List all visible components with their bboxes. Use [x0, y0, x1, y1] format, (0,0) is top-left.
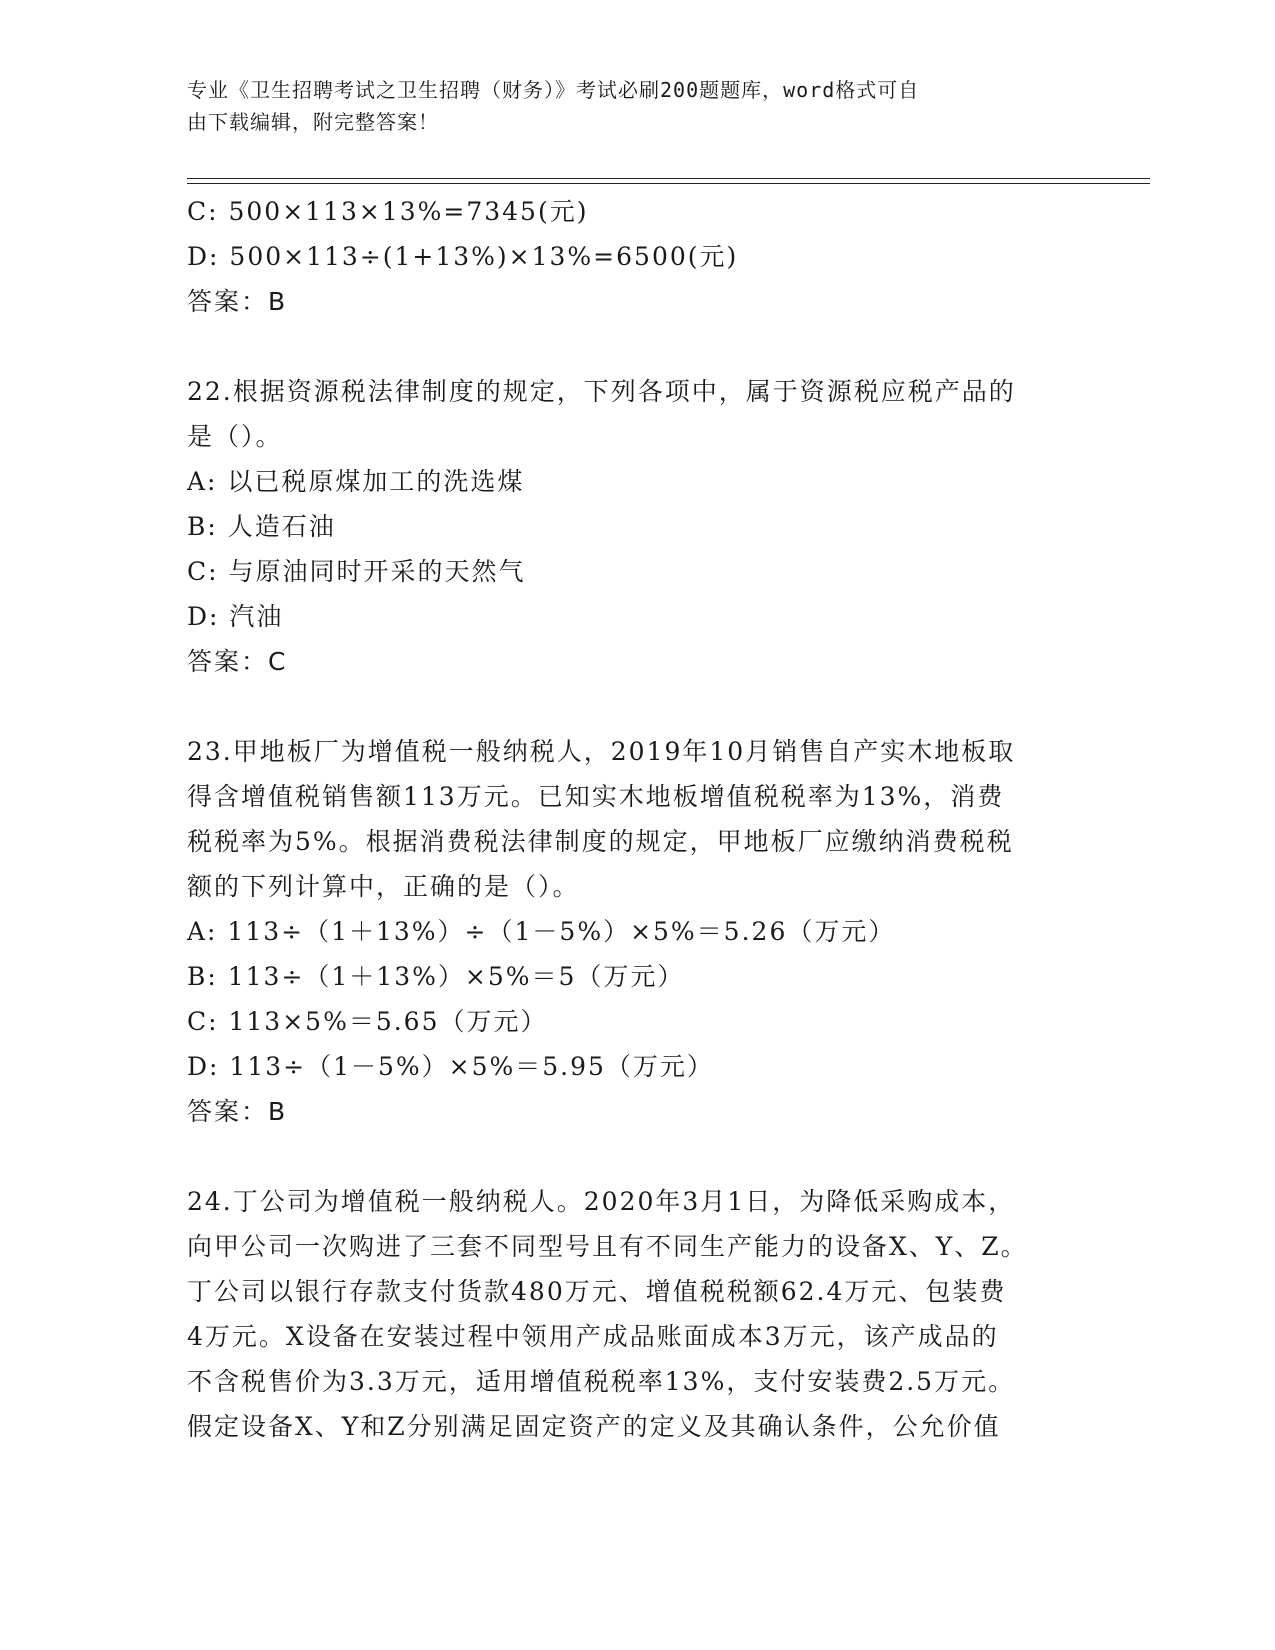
option-a: A: 113÷（1＋13%）÷（1－5%）×5%＝5.26（万元）: [187, 917, 896, 946]
spacer: [187, 684, 1087, 729]
question-stem: 22.根据资源税法律制度的规定，下列各项中，属于资源税应税产品的: [187, 377, 1016, 406]
question-stem: 是（）。: [187, 422, 283, 451]
question-stem: 丁公司以银行存款支付货款480万元、增值税税额62.4万元、包装费: [187, 1277, 1007, 1306]
document-header: [187, 74, 1067, 138]
question-24: [187, 1179, 1087, 1449]
question-stem: 得含增值税销售额113万元。已知实木地板增值税税率为13%，消费: [187, 782, 1005, 811]
question-21: [187, 189, 1087, 324]
answer-label: 答案：B: [187, 1097, 288, 1126]
option-d: D: 113÷（1－5%）×5%＝5.95（万元）: [187, 1052, 714, 1081]
header-line: 专业《卫生招聘考试之卫生招聘（财务）》考试必刷200题题库，word格式可自: [187, 78, 920, 102]
question-23: [187, 729, 1087, 1134]
option-b: B: 人造石油: [187, 512, 336, 541]
header-line: 由下载编辑，附完整答案！: [187, 110, 439, 134]
answer-label: 答案：B: [187, 287, 288, 316]
header-divider: [187, 183, 1150, 184]
answer-label: 答案：C: [187, 647, 288, 676]
question-stem: 税税率为5%。根据消费税法律制度的规定，甲地板厂应缴纳消费税税: [187, 827, 1014, 856]
spacer: [187, 1134, 1087, 1179]
option-b: B: 113÷（1＋13%）×5%＝5（万元）: [187, 962, 685, 991]
question-list: [187, 189, 1087, 1449]
question-stem: 不含税售价为3.3万元，适用增值税税率13%，支付安装费2.5万元。: [187, 1367, 1016, 1396]
question-22: [187, 369, 1087, 684]
option-a: A: 以已税原煤加工的洗选煤: [187, 467, 525, 496]
option-c: C: 500×113×13%=7345(元): [187, 197, 589, 226]
question-stem: 向甲公司一次购进了三套不同型号且有不同生产能力的设备X、Y、Z。: [187, 1232, 1028, 1261]
option-c: C: 与原油同时开采的天然气: [187, 557, 526, 586]
question-stem: 4万元。X设备在安装过程中领用产成品账面成本3万元，该产成品的: [187, 1322, 999, 1351]
question-stem: 23.甲地板厂为增值税一般纳税人，2019年10月销售自产实木地板取: [187, 737, 1016, 766]
header-divider: [187, 178, 1150, 179]
question-stem: 额的下列计算中，正确的是（）。: [187, 872, 580, 901]
option-d: D: 500×113÷(1+13%)×13%=6500(元): [187, 242, 739, 271]
option-c: C: 113×5%＝5.65（万元）: [187, 1007, 548, 1036]
spacer: [187, 324, 1087, 369]
question-stem: 24.丁公司为增值税一般纳税人。2020年3月1日，为降低采购成本，: [187, 1187, 1016, 1216]
option-d: D: 汽油: [187, 602, 284, 631]
question-stem: 假定设备X、Y和Z分别满足固定资产的定义及其确认条件，公允价值: [187, 1412, 1001, 1441]
